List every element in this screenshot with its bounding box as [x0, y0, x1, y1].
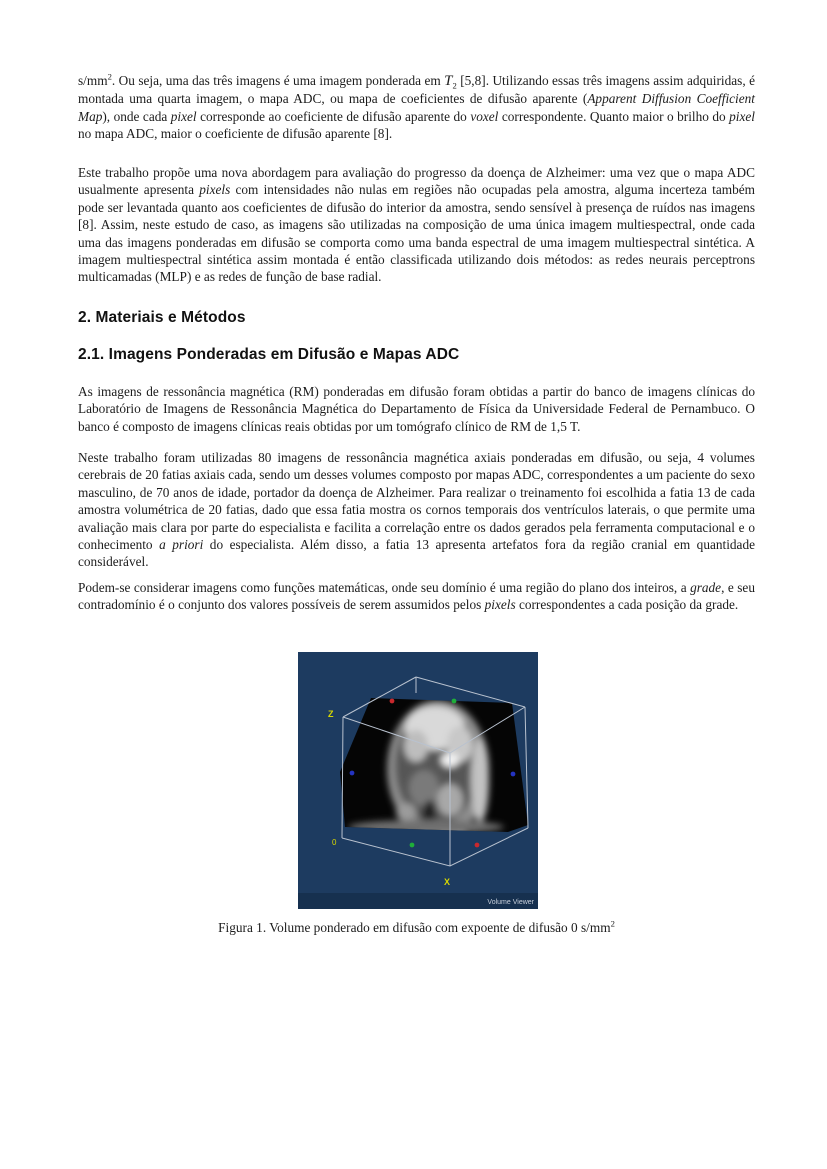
- axis-x-label: X: [444, 877, 451, 887]
- handle-dot-green-bottom: [410, 843, 415, 848]
- handle-dot-blue-left: [350, 771, 355, 776]
- volume-viewer-label: Volume Viewer: [487, 899, 534, 906]
- paragraph-text: Neste trabalho foram utilizadas 80 imagens de ressonância magnética axiais ponderadas em difusão, ou seja, 4 volumes cerebrais de 20 fatias axiais cada, sendo um desses volumes composto por mapas ADC, correspondentes a um paciente do sexo masculino, de 70 anos de idade, portador da doença de Alzheimer. Para realizar o treinamento foi escolhida a fatia 13 de cada amostra volumétrica de 20 fatias, dado que essa fatia mostra os cornos temporais dos ventrículos laterais, o que permite uma avaliação mais clara por parte do especialista e facilita a correlação entre os dados gerados pela ferramenta computacional e o conhecimento a priori do especialista. Além disso, a fatia 13 apresenta artefatos fora da região cranial em quantidade considerável.: [78, 450, 756, 570]
- figure-caption: Figura 1. Volume ponderado em difusão com expoente de difusão 0 $s/mm^2$: [218, 918, 615, 935]
- paragraph-proposal: [78, 164, 755, 286]
- paragraph-text: As imagens de ressonância magnética (RM) ponderadas em difusão foram obtidas a partir do banco de imagens clínicas do Laboratório de Imagens de Ressonância Magnética do Departamento de Física da Universidade Federal de Pernambuco. O banco é composto de imagens clínicas reais obtidas por um tomógrafo clínico de RM de 1,5 T.: [78, 384, 755, 434]
- axis-z-label: Z: [328, 709, 334, 719]
- section-heading-materials: 2. Materiais e Métodos: [78, 309, 246, 326]
- paragraph-image-functions: [78, 579, 755, 614]
- section-heading-images-adc: 2.1. Imagens Ponderadas em Difusão e Mapas ADC: [78, 346, 460, 363]
- paragraph-text: Este trabalho propõe uma nova abordagem para avaliação do progresso da doença de Alzheimer: uma vez que o mapa ADC usualmente apresenta pixels com intensidades não nulas em regiões não ocupadas pela amostra, alguma incerteza também pode ser levantada quanto aos coeficientes de difusão do interior da amostra, sendo sensível à presença de ruídos nas imagens [8]. Assim, neste estudo de caso, as imagens são utilizadas na composição de uma única imagem multiespectral, onde cada uma das imagens ponderadas em difusão se comporta como uma banda espectral de uma imagem multiespectral sintética. A imagem multiespectral sintética assim montada é então classificada utilizando dois métodos: as redes neurais perceptrons multicamadas (MLP) e as redes de função de base radial.: [78, 165, 755, 285]
- handle-dot-green-top: [452, 699, 457, 704]
- handle-dot-blue-right: [511, 772, 516, 777]
- handle-dot-red-top: [390, 699, 395, 704]
- origin-label: 0: [332, 838, 337, 847]
- figure-volume-viewer: [298, 652, 538, 909]
- paragraph-intro-adc: [78, 72, 755, 143]
- paragraph-text: $s/mm^2$. Ou seja, uma das três imagens é uma imagem ponderada em $T_2$ [5,8]. Utilizando essas três imagens assim adquiridas, é montada uma quarta imagem, o mapa ADC, ou mapa de coeficientes de difusão aparente (Apparent Diffusion Coefficient Map), onde cada pixel corresponde ao coeficiente de difusão aparente do voxel correspondente. Quanto maior o brilho do pixel no mapa ADC, maior o coeficiente de difusão aparente [8].: [78, 71, 755, 142]
- volume-viewer-image: [298, 652, 538, 909]
- handle-dot-red-bottom: [475, 843, 480, 848]
- paragraph-text: Podem-se considerar imagens como funções matemáticas, onde seu domínio é uma região do plano dos inteiros, a grade, e seu contradomínio é o conjunto dos valores possíveis de serem assumidos pelos pixels correspondentes a cada posição da grade.: [78, 580, 755, 613]
- paragraph-image-bank: [78, 383, 755, 435]
- paragraph-dataset: [78, 449, 755, 571]
